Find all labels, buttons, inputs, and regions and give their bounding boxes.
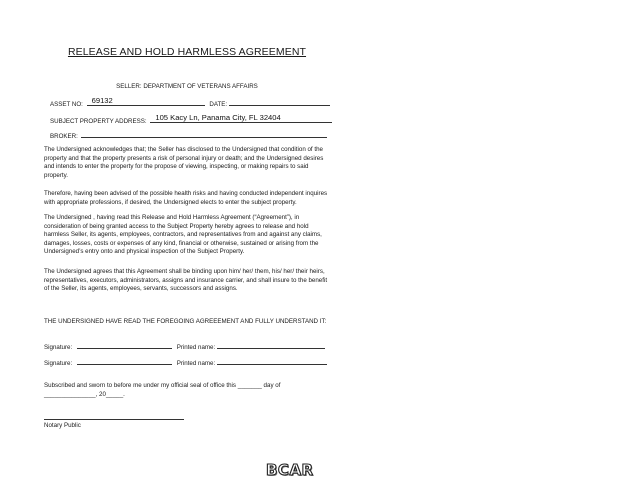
paragraph-release: The Undersigned , having read this Release and Hold Harmless Agreement (“Agreement”), in consideration of being granted access to the Subject Property hereby agrees to release and hold harmless Seller, its agents, employees, contractors, and representatives from and against any claims, damages, losses, costs or expenses of any kind, financial or otherwise, sustained or arising from the Undersigned’s entry onto and physical inspection of the Subject Property. [44, 214, 322, 256]
address-field [150, 115, 332, 123]
address-row [50, 115, 332, 127]
bcar-watermark: BCAR [266, 461, 314, 479]
broker-row [50, 130, 327, 142]
signature-label: Signature: [44, 344, 73, 351]
address-value: 105 Kacy Ln, Panama City, FL 32404 [155, 113, 281, 123]
date-label: DATE: [209, 101, 228, 108]
broker-field [81, 130, 327, 138]
notary-label: Notary Public [44, 422, 81, 429]
printed-name-label: Printed name: [176, 344, 216, 351]
asset-date-row [50, 98, 330, 110]
address-label: SUBJECT PROPERTY ADDRESS: [50, 118, 147, 125]
printed-name-field [217, 357, 327, 365]
acknowledgement-heading: THE UNDERSIGNED HAVE READ THE FOREGOING AGREEEMENT AND FULLY UNDERSTAND IT: [44, 318, 327, 325]
document-title: RELEASE AND HOLD HARMLESS AGREEMENT [67, 46, 307, 58]
paragraph-acknowledgment: The Undersigned acknowledges that; the Seller has disclosed to the Undersigned that condition of the property and that the property presents a risk of personal injury or death; and the Undersigned desires and intends to enter the property for the propose of viewing, inspecting, or making repairs to said property. [44, 146, 324, 179]
signature-label: Signature: [44, 360, 73, 367]
notary-signature-line [44, 419, 184, 420]
asset-field [87, 98, 205, 106]
date-year-text: _______________, 20_____. [44, 391, 125, 398]
printed-name-field [217, 341, 325, 349]
date-field [229, 98, 330, 106]
signature-field [77, 357, 172, 365]
asset-value: 69132 [91, 96, 113, 106]
subscribed-text: Subscribed and sworn to before me under my official seal of office this _______ day of [44, 382, 281, 389]
signature-field [77, 341, 172, 349]
asset-label: ASSET NO: [50, 101, 83, 108]
seller-line: SELLER: DEPARTMENT OF VETERANS AFFAIRS [116, 83, 258, 90]
printed-name-label: Printed name: [176, 360, 216, 367]
signature-row-2 [44, 357, 327, 369]
broker-label: BROKER: [50, 133, 78, 140]
paragraph-binding: The Undersigned agrees that this Agreement shall be binding upon him/ her/ them, his/ her/ their heirs, representatives, executors, administrators, assigns and insurance carrier, and shall insure to the benefit of the Seller, its agents, employees, servants, successors and assigns. [44, 268, 328, 293]
signature-row-1 [44, 341, 325, 353]
paragraph-therefore: Therefore, having been advised of the possible health risks and having conducted independent inquires with appropriate professions, if desired, the Undersigned elects to enter the subject property. [44, 190, 328, 206]
